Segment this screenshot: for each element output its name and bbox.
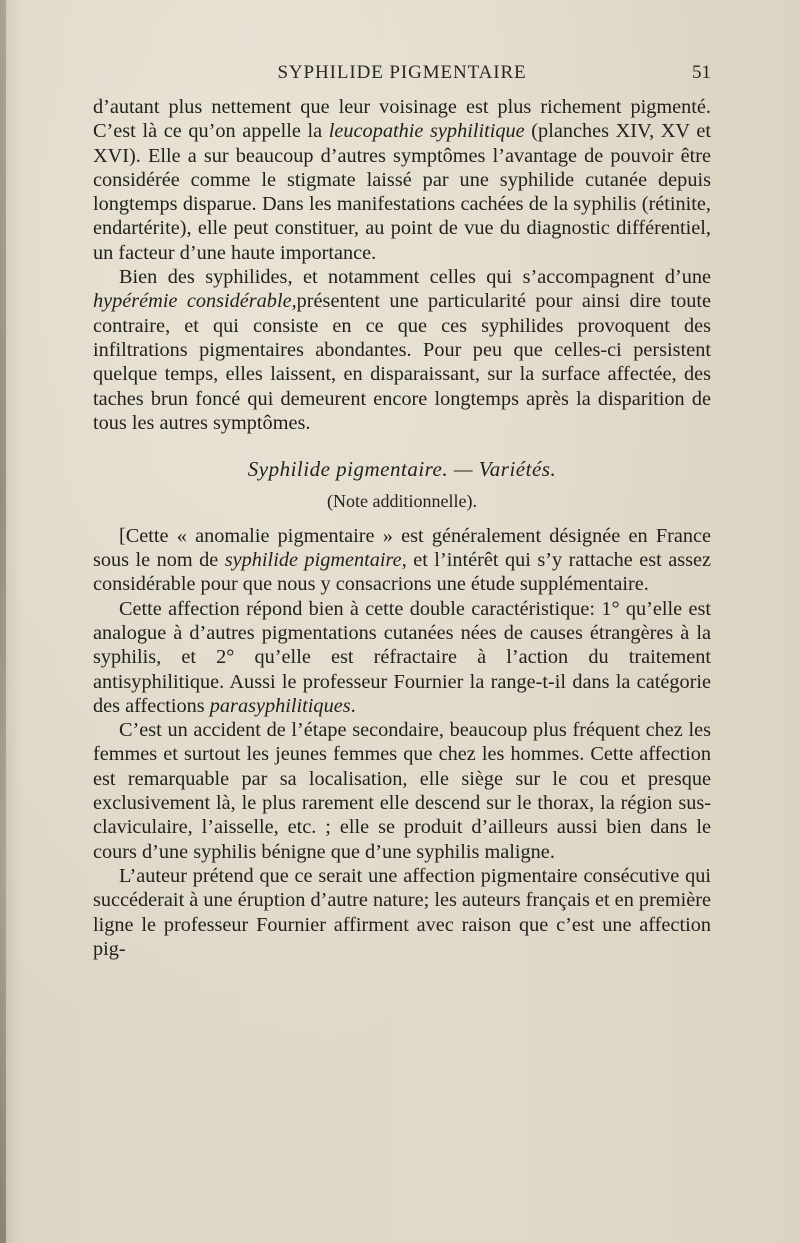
italic-term: hypérémie considérable — [93, 290, 292, 313]
paragraph: Bien des syphilides, et notamment celles qui s’accompagnent d’une hypérémie considérable,présentent une particularité pour ainsi dire toute contraire, et qui consiste en ce que ces syphilides provoquent des infiltrations pigmentaires abondantes. Pour peu que celles-ci persistent quelque temps, elles laissent, en disparaissant, sur la surface affectée, des taches brun foncé qui demeurent encore longtemps après la disparition de tous les autres symptômes. — [93, 266, 712, 434]
page-spine-shadow — [0, 0, 6, 1243]
running-head — [93, 62, 711, 90]
paragraph: C’est un accident de l’étape secondaire, beaucoup plus fréquent chez les femmes et surtout les jeunes femmes que chez les hommes. Cette affection est remarquable par sa localisation, elle siège sur le cou et presque exclusivement là, le plus rarement elle descend sur le thorax, la région sus-claviculaire, l’aisselle, etc. ; elle se produit d’ailleurs aussi bien dans le cours d’une syphilis bénigne que d’une syphilis maligne. — [93, 719, 711, 863]
body-text — [93, 95, 711, 961]
paragraph: d’autant plus nettement que leur voisinage est plus richement pigmenté. C’est là ce qu’on appelle la leucopathie syphilitique (planches XIV, XV et XVI). Elle a sur beaucoup d’autres symptômes l’avantage de pouvoir être considérée comme le stigmate laissé par une syphilide cutanée depuis longtemps disparue. Dans les manifestations cachées de la syphilis (rétinite, endartérite), elle peut constituer, au point de vue du diagnostic différentiel, un facteur d’une haute importance. — [93, 96, 711, 264]
paragraph: [Cette « anomalie pigmentaire » est généralement désignée en France sous le nom de syphilide pigmentaire, et l’intérêt qui s’y rattache est assez considérable pour que nous y consacrions une étude supplémentaire. — [93, 524, 711, 596]
page-number: 51 — [692, 62, 711, 83]
paragraph: Cette affection répond bien à cette double caractéristique: 1° qu’elle est analogue à d’autres pigmentations cutanées nées de causes étrangères à la syphilis, et 2° qu’elle est réfractaire à l’action du traitement antisyphilitique. Aussi le professeur Fournier la range-t-il dans la catégorie des affections parasyphilitiques. — [93, 597, 711, 717]
running-head-title: SYPHILIDE PIGMENTAIRE — [277, 62, 527, 83]
section-note: (Note additionnelle). — [327, 491, 477, 512]
italic-term: leucopathie syphilitique — [328, 120, 525, 143]
paragraph: L’auteur prétend que ce serait une affection pigmentaire consécutive qui succéderait à une éruption d’autre nature; les auteurs français et en première ligne le professeur Fournier affirment avec raison que c’est une affection pig- — [93, 864, 711, 960]
italic-term: parasyphilitiques — [209, 694, 351, 717]
section-heading: Syphilide pigmentaire. — Variétés. — [247, 457, 557, 482]
italic-term: syphilide pigmentaire — [224, 549, 402, 572]
